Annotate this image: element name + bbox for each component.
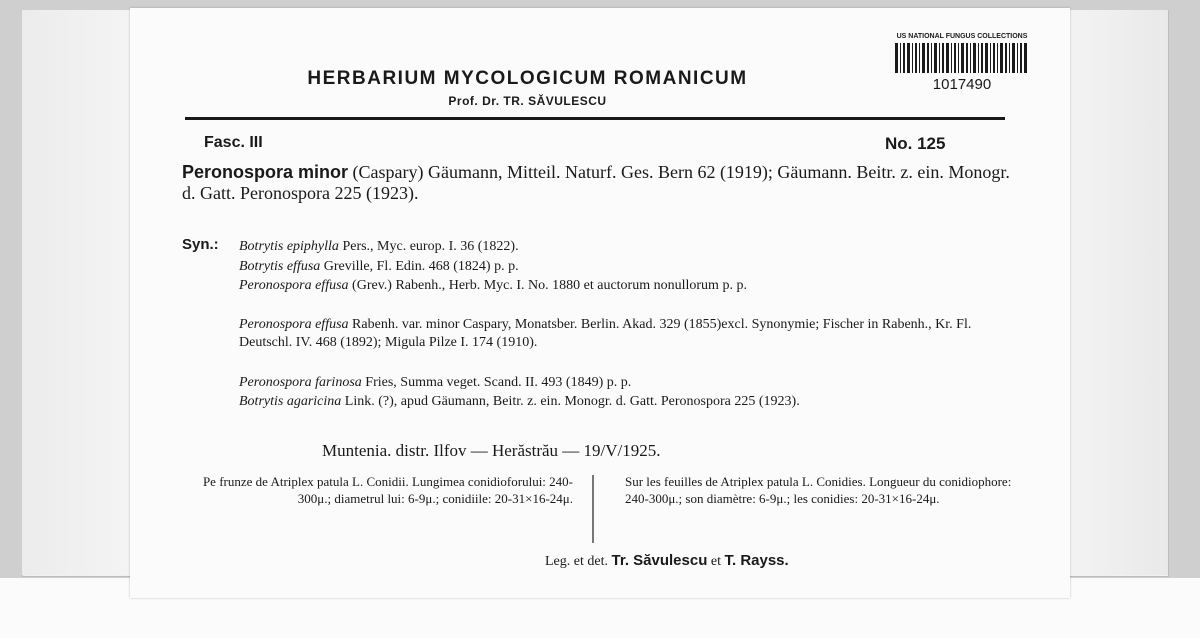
synonym-entry bbox=[239, 258, 1009, 276]
locality: Muntenia. distr. Ilfov — Herăstrău — 19/V/1925. bbox=[322, 441, 661, 460]
fascicle: Fasc. III bbox=[204, 134, 263, 151]
synonym-ref: Pers., Myc. europ. I. 36 (1822). bbox=[342, 239, 519, 254]
herbarium-subtitle: Prof. Dr. TR. SĂVULESCU bbox=[448, 94, 607, 108]
species-citation: (Caspary) Gäumann, Mitteil. Naturf. Ges. Bern 62 (1919); Gäumann. Beitr. z. ein. Monogr. d. Gatt. Peronospora 225 (1923). bbox=[182, 162, 1010, 203]
collector-prefix: Leg. et det. bbox=[545, 554, 608, 569]
barcode-label: US NATIONAL FUNGUS COLLECTIONS bbox=[896, 33, 1028, 40]
collector-line bbox=[545, 552, 789, 570]
synonym-name: Peronospora effusa bbox=[239, 317, 349, 332]
synonym-entry bbox=[239, 238, 1009, 256]
header-rule bbox=[185, 117, 1005, 120]
barcode-number: 1017490 bbox=[932, 76, 992, 93]
synonym-name: Botrytis effusa bbox=[239, 259, 321, 274]
synonym-ref: Link. (?), apud Gäumann, Beitr. z. ein. Monogr. d. Gatt. Peronospora 225 (1923). bbox=[344, 394, 800, 409]
synonym-ref: Rabenh. var. minor Caspary, Monatsber. Berlin. Akad. 329 (1855)excl. Synonymie; Fischer in Rabenh., Kr. Fl. Deutschl. IV. 468 (1892); Migula Pilze I. 174 (1910). bbox=[239, 317, 972, 350]
sheet-fold-right bbox=[1060, 10, 1168, 575]
synonym-ref: Fries, Summa veget. Scand. II. 493 (1849) p. p. bbox=[365, 375, 632, 390]
synonym-name: Botrytis epiphylla bbox=[239, 239, 339, 254]
host-description-french: Sur les feuilles de Atriplex patula L. Conidies. Longueur du conidiophore: 240-300μ.; son diamètre: 6-9μ.; les conidies: 20-31×16-24μ. bbox=[625, 474, 1012, 506]
collector-name-1: Tr. Săvulescu bbox=[611, 552, 708, 569]
synonym-entry bbox=[239, 393, 1009, 411]
column-divider bbox=[592, 475, 594, 543]
barcode-icon bbox=[895, 43, 1027, 73]
synonym-ref: (Grev.) Rabenh., Herb. Myc. I. No. 1880 et auctorum nonullorum p. p. bbox=[352, 278, 747, 293]
species-name: Peronospora minor bbox=[182, 162, 349, 182]
sheet-fold-left bbox=[22, 10, 133, 575]
species-heading bbox=[182, 162, 1012, 204]
herbarium-title: HERBARIUM MYCOLOGICUM ROMANICUM bbox=[307, 68, 748, 89]
collector-joiner: et bbox=[710, 554, 721, 569]
synonym-name: Botrytis agaricina bbox=[239, 394, 342, 409]
host-description-romanian: Pe frunze de Atriplex patula L. Conidii. Lungimea conidioforului: 240-300μ.; diametrul lui: 6-9μ.; conidiile: 20-31×16-24μ. bbox=[202, 474, 573, 506]
synonym-name: Peronospora farinosa bbox=[239, 375, 362, 390]
synonym-ref: Greville, Fl. Edin. 468 (1824) p. p. bbox=[323, 259, 519, 274]
synonym-entry bbox=[239, 277, 1009, 295]
specimen-number: No. 125 bbox=[885, 134, 946, 153]
synonym-name: Peronospora effusa bbox=[239, 278, 349, 293]
synonym-entry bbox=[239, 374, 1009, 392]
collector-name-2: T. Rayss. bbox=[724, 552, 789, 569]
synonyms-label: Syn.: bbox=[182, 236, 219, 253]
synonym-entry bbox=[239, 316, 1009, 352]
